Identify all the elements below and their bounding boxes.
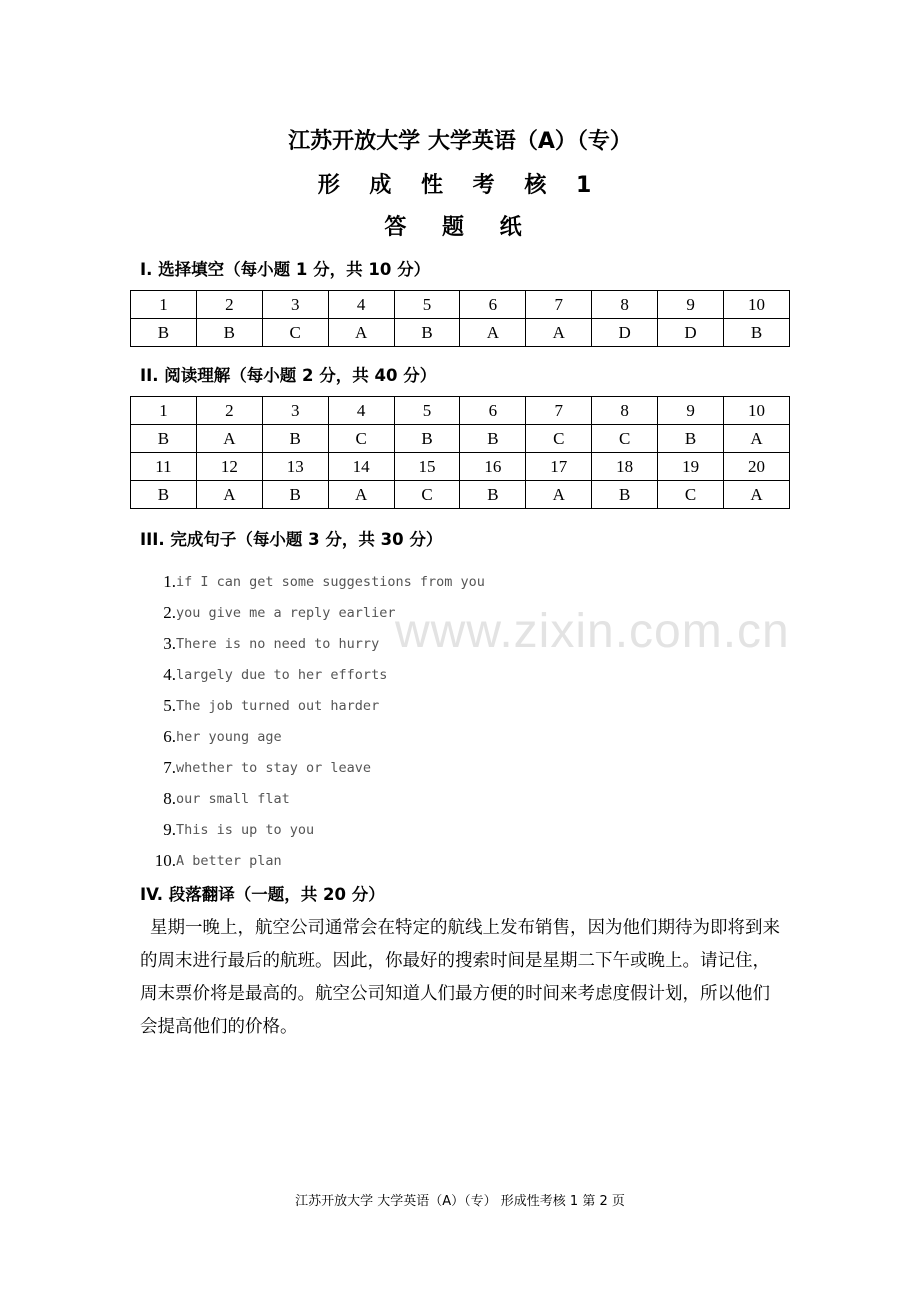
table-cell: B <box>131 481 197 509</box>
document-title: 江苏开放大学 大学英语（A）（专） <box>288 129 632 154</box>
table-row <box>131 425 790 453</box>
table-cell: 3 <box>262 291 328 319</box>
table-cell: 4 <box>328 291 394 319</box>
table-cell: A <box>460 319 526 347</box>
item-number: 4. <box>163 664 176 684</box>
answer-text: There is no need to hurry <box>176 635 380 652</box>
table-cell: 15 <box>394 453 460 481</box>
table-cell: 7 <box>526 397 592 425</box>
item-number: 3. <box>163 633 176 653</box>
item-number: 1. <box>163 571 176 591</box>
table-cell: A <box>196 481 262 509</box>
section-4-heading: IV. 段落翻译（一题，共 20 分） <box>140 885 385 904</box>
list-item <box>140 752 560 783</box>
table-cell: 11 <box>131 453 197 481</box>
answer-text: her young age <box>176 728 282 745</box>
table-cell: 6 <box>460 291 526 319</box>
table-cell: B <box>394 319 460 347</box>
answer-text: The job turned out harder <box>176 697 380 714</box>
answer-text: whether to stay or leave <box>176 759 372 776</box>
table-cell: 2 <box>196 291 262 319</box>
table-cell: C <box>328 425 394 453</box>
table-cell: 14 <box>328 453 394 481</box>
table-cell: B <box>460 481 526 509</box>
table-cell: 9 <box>658 291 724 319</box>
table-cell: 12 <box>196 453 262 481</box>
table-cell: B <box>262 481 328 509</box>
answer-sheet-label: 答 题 纸 <box>384 215 536 240</box>
list-item <box>140 814 560 845</box>
translation-paragraph: 星期一晚上，航空公司通常会在特定的航线上发布销售，因为他们期待为即将到来的周末进行最后的航班。因此，你最好的搜索时间是星期二下午或晚上。请记住，周末票价将是最高的。航空公司知道人们最方便的时间来考虑度假计划，所以他们会提高他们的价格。 <box>140 918 780 1037</box>
table-cell: 6 <box>460 397 526 425</box>
table-cell: 8 <box>592 291 658 319</box>
list-item <box>140 690 560 721</box>
table-cell: 10 <box>724 291 790 319</box>
table-cell: B <box>394 425 460 453</box>
table-cell: 7 <box>526 291 592 319</box>
table-cell: C <box>592 425 658 453</box>
table-cell: B <box>262 425 328 453</box>
table-row <box>131 397 790 425</box>
answer-text: largely due to her efforts <box>176 666 388 683</box>
table-cell: B <box>131 319 197 347</box>
table-cell: 2 <box>196 397 262 425</box>
answer-text: our small flat <box>176 790 290 807</box>
table-cell: A <box>196 425 262 453</box>
table-cell: A <box>724 481 790 509</box>
watermark: www.zixin.com.cn <box>395 605 790 658</box>
table-cell: B <box>460 425 526 453</box>
table-cell: 10 <box>724 397 790 425</box>
table-cell: B <box>131 425 197 453</box>
table-cell: B <box>658 425 724 453</box>
assessment-subtitle: 形 成 性 考 核 1 <box>317 173 603 198</box>
item-number: 9. <box>163 819 176 839</box>
table-cell: B <box>196 319 262 347</box>
list-item <box>140 721 560 752</box>
table-cell: B <box>724 319 790 347</box>
section-2-heading: II. 阅读理解（每小题 2 分，共 40 分） <box>140 366 437 385</box>
answer-text: if I can get some suggestions from you <box>176 573 485 590</box>
table-row <box>131 319 790 347</box>
item-number: 2. <box>163 602 176 622</box>
table-cell: 4 <box>328 397 394 425</box>
table-cell: 18 <box>592 453 658 481</box>
list-item <box>140 845 560 876</box>
table-cell: A <box>526 319 592 347</box>
table-cell: 1 <box>131 397 197 425</box>
item-number: 8. <box>163 788 176 808</box>
item-number: 7. <box>163 757 176 777</box>
table-cell: 20 <box>724 453 790 481</box>
answer-text: you give me a reply earlier <box>176 604 396 621</box>
table-cell: 16 <box>460 453 526 481</box>
table-cell: C <box>658 481 724 509</box>
table-cell: 1 <box>131 291 197 319</box>
item-number: 10. <box>154 850 176 870</box>
table-cell: 13 <box>262 453 328 481</box>
table-cell: A <box>526 481 592 509</box>
answer-text: A better plan <box>176 852 282 869</box>
table-cell: 5 <box>394 397 460 425</box>
item-number: 5. <box>163 695 176 715</box>
table-cell: 8 <box>592 397 658 425</box>
table-cell: D <box>592 319 658 347</box>
table-cell: D <box>658 319 724 347</box>
table-row <box>131 481 790 509</box>
item-number: 6. <box>163 726 176 746</box>
section-3-heading: III. 完成句子（每小题 3 分，共 30 分） <box>140 530 443 549</box>
table-cell: A <box>724 425 790 453</box>
table-cell: A <box>328 319 394 347</box>
section-1-answer-table <box>130 290 790 347</box>
table-cell: C <box>262 319 328 347</box>
table-cell: 5 <box>394 291 460 319</box>
table-cell: 3 <box>262 397 328 425</box>
table-cell: C <box>394 481 460 509</box>
table-cell: C <box>526 425 592 453</box>
section-1-heading: I. 选择填空（每小题 1 分，共 10 分） <box>140 260 431 279</box>
table-row <box>131 453 790 481</box>
table-cell: 9 <box>658 397 724 425</box>
table-row <box>131 291 790 319</box>
table-cell: A <box>328 481 394 509</box>
answer-text: This is up to you <box>176 821 315 838</box>
table-cell: 17 <box>526 453 592 481</box>
list-item <box>140 783 560 814</box>
table-cell: B <box>592 481 658 509</box>
table-cell: 19 <box>658 453 724 481</box>
list-item <box>140 659 560 690</box>
list-item <box>140 566 560 597</box>
section-2-answer-table <box>130 396 790 509</box>
page-footer: 江苏开放大学 大学英语（A）（专） 形成性考核 1 第 2 页 <box>295 1194 625 1209</box>
